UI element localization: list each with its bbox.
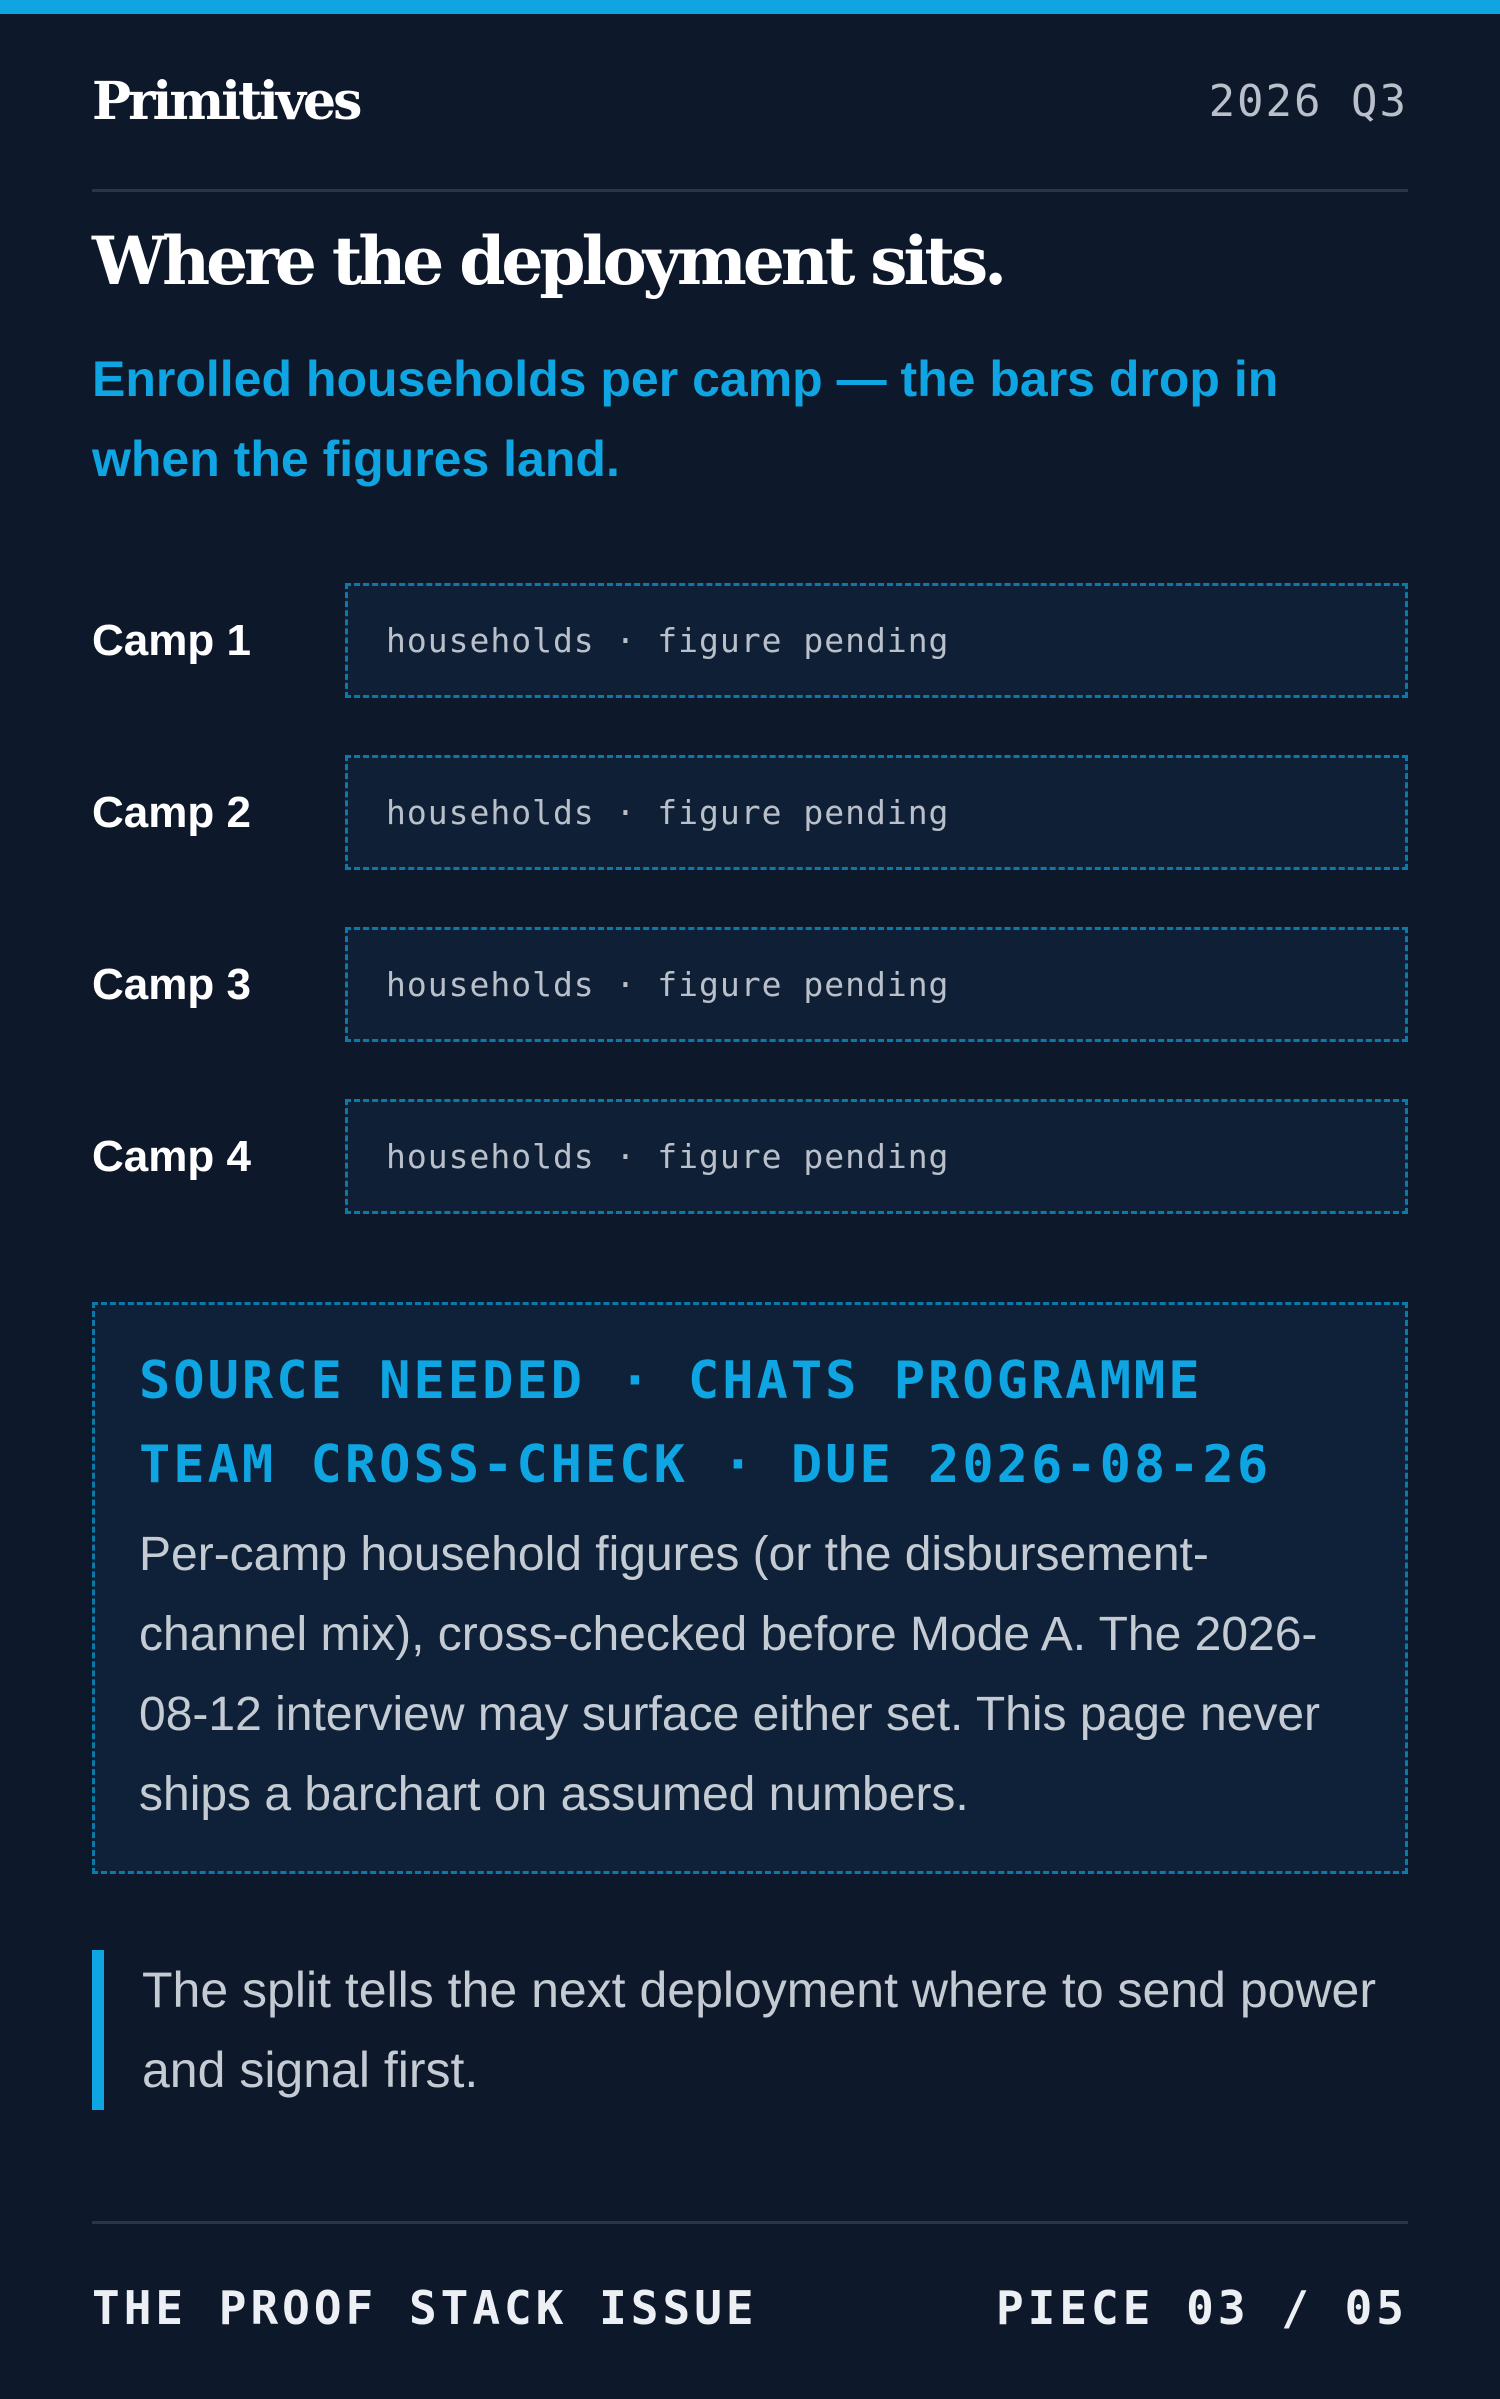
source-note-title (139, 1339, 1361, 1507)
category-label: Camp 2 (92, 787, 251, 837)
brand-logo: Primitives (92, 71, 360, 132)
bar-placeholder (345, 755, 1408, 870)
chart-row (92, 583, 1408, 698)
bar-chart (92, 583, 1408, 1214)
source-note-body: Per-camp household figures (or the disbursement-channel mix), cross-checked before Mode A. The 2026-08-12 interview may surface either set. This page never ships a barchart on assumed numbers. (139, 1528, 1321, 1822)
footer (92, 2221, 1408, 2391)
bar-placeholder-label: households · figure pending (386, 1137, 950, 1177)
bar-placeholder (345, 583, 1408, 698)
accent-top-bar (0, 0, 1500, 14)
header (92, 14, 1408, 192)
chart-row (92, 1099, 1408, 1214)
source-needed-note (92, 1302, 1408, 1874)
category-label: Camp 3 (92, 959, 251, 1009)
category-label: Camp 1 (92, 615, 251, 665)
chart-subtitle: Enrolled households per camp — the bars drop in when the figures land. (92, 351, 1279, 488)
pull-quote: The split tells the next deployment where to send power and signal first. (92, 1950, 1408, 2110)
bar-placeholder-label: households · figure pending (386, 793, 950, 833)
category-label: Camp 4 (92, 1131, 251, 1181)
bar-placeholder-label: households · figure pending (386, 621, 950, 661)
issue-period: 2026 Q3 (1208, 76, 1408, 127)
source-note-title-line: TEAM CROSS-CHECK · DUE 2026-08-26 (139, 1435, 1272, 1496)
bar-placeholder-label: households · figure pending (386, 965, 950, 1005)
page-title: Where the deployment sits. (92, 222, 1004, 300)
chart-row (92, 927, 1408, 1042)
issue-name: THE PROOF STACK ISSUE (92, 2280, 758, 2335)
chart-row (92, 755, 1408, 870)
page (92, 14, 1408, 2110)
piece-counter: PIECE 03 / 05 (995, 2280, 1408, 2335)
source-note-title-line: SOURCE NEEDED · CHATS PROGRAMME (139, 1351, 1203, 1412)
bar-placeholder (345, 1099, 1408, 1214)
bar-placeholder (345, 927, 1408, 1042)
